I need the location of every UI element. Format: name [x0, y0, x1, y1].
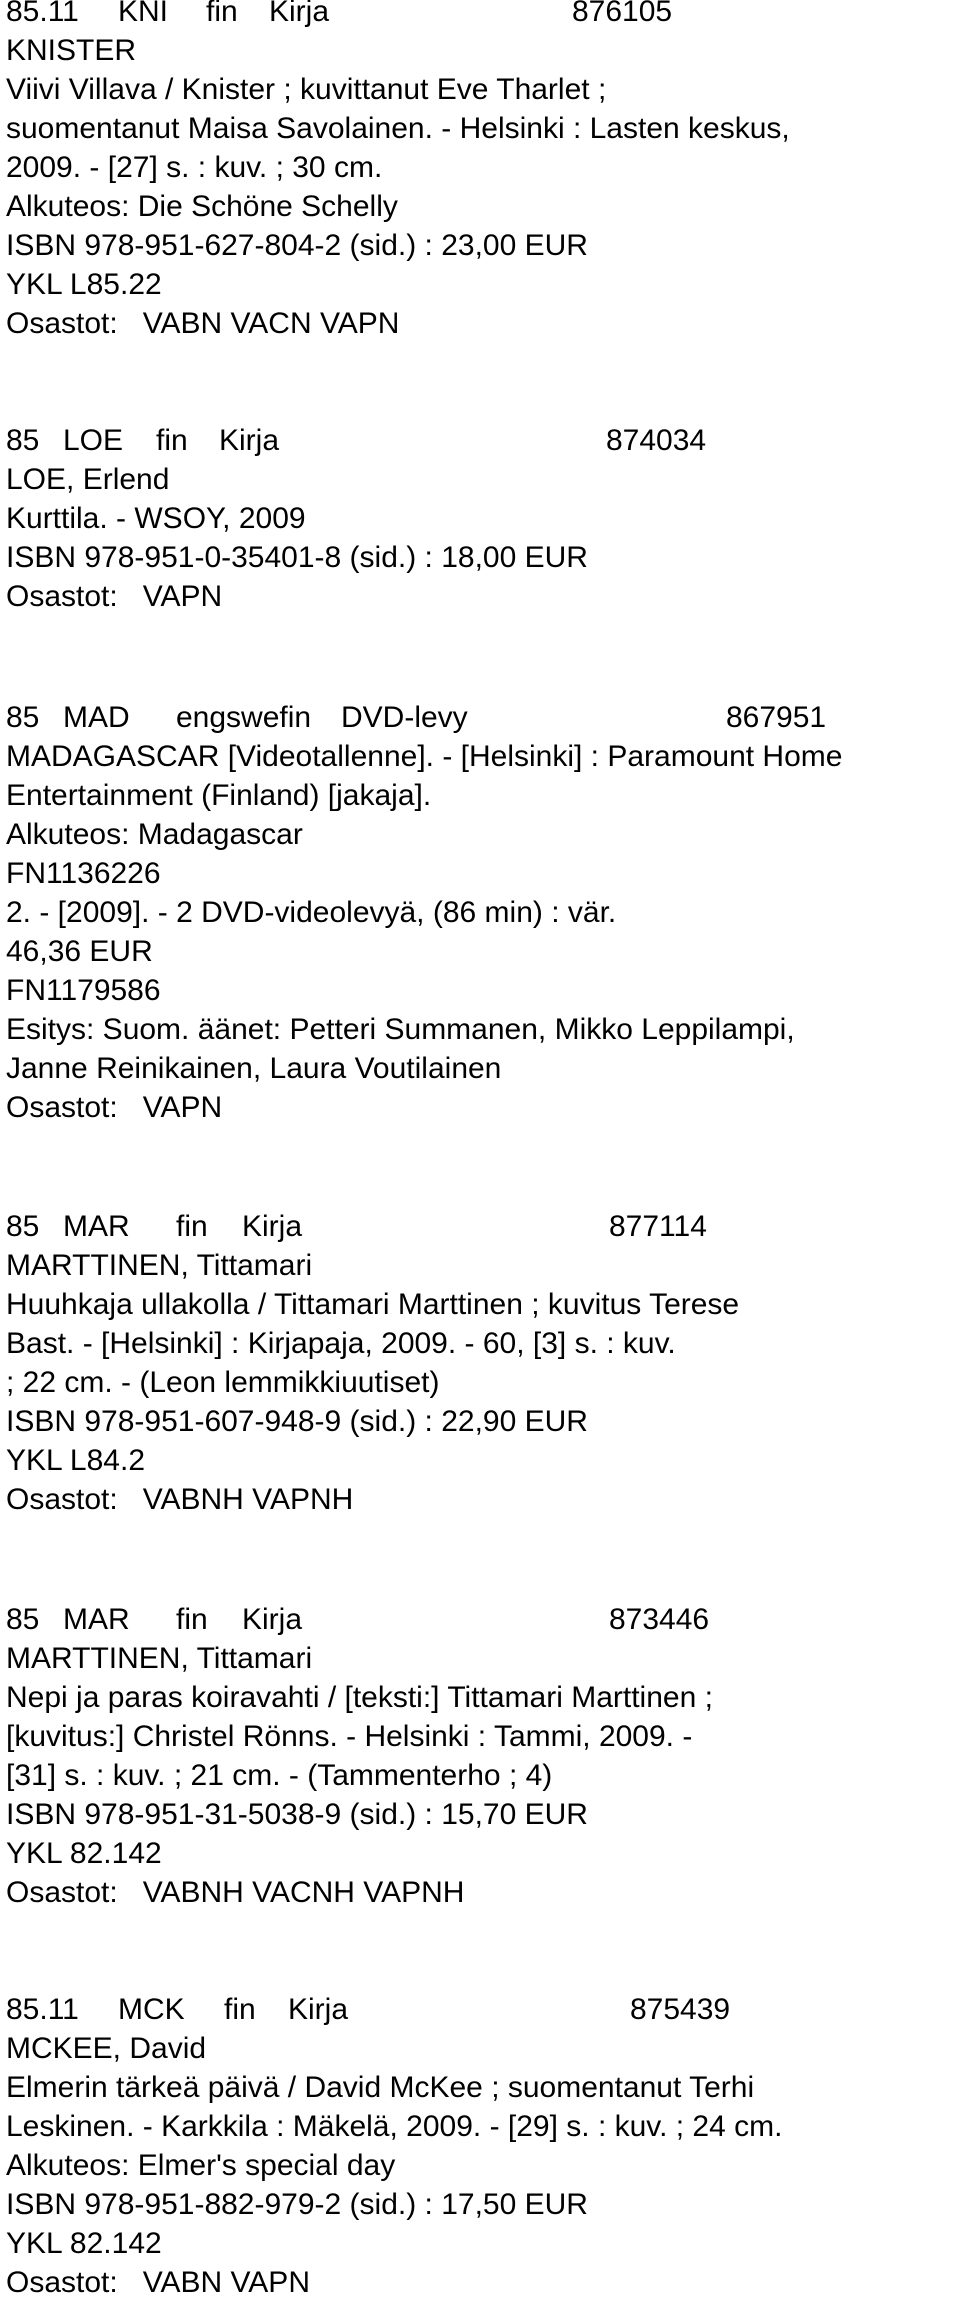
title-line: Nepi ja paras koiravahti / [teksti:] Tittamari Marttinen ; — [6, 1681, 713, 1714]
price-line: 46,36 EUR — [6, 935, 153, 968]
ykl-line: YKL L84.2 — [6, 1444, 145, 1477]
material-type: DVD-levy — [341, 701, 468, 734]
description-line: ; 22 cm. - (Leon lemmikkiuutiset) — [6, 1366, 440, 1399]
description-line: suomentanut Maisa Savolainen. - Helsinki : Lasten keskus, — [6, 112, 790, 145]
title-line: Elmerin tärkeä päivä / David McKee ; suomentanut Terhi — [6, 2071, 755, 2104]
performers-line: Janne Reinikainen, Laura Voutilainen — [6, 1052, 502, 1085]
author-line: MARTTINEN, Tittamari — [6, 1249, 313, 1282]
material-type: Kirja — [242, 1603, 303, 1636]
author-line: KNISTER — [6, 34, 137, 67]
publication-line: Kurttila. - WSOY, 2009 — [6, 502, 306, 535]
record-id: 875439 — [630, 1993, 731, 2026]
description-line: Leskinen. - Karkkila : Mäkelä, 2009. - [29] s. : kuv. ; 24 cm. — [6, 2110, 783, 2143]
shelf-code: KNI — [118, 0, 169, 28]
departments-line: Osastot: VABNH VACNH VAPNH — [6, 1876, 465, 1909]
class-code: 85 — [6, 1210, 40, 1243]
shelf-code: MCK — [118, 1993, 185, 2026]
record-id: 876105 — [572, 0, 673, 28]
author-line: MCKEE, David — [6, 2032, 207, 2065]
shelf-code: MAR — [63, 1210, 130, 1243]
language-code: engswefin — [176, 701, 312, 734]
material-type: Kirja — [242, 1210, 303, 1243]
catalog-record — [6, 1207, 954, 1519]
record-header — [6, 1207, 954, 1246]
departments-line: Osastot: VABN VACN VAPN — [6, 307, 400, 340]
description-line: [31] s. : kuv. ; 21 cm. - (Tammenterho ; 4) — [6, 1759, 553, 1792]
material-type: Kirja — [219, 424, 280, 457]
language-code: fin — [224, 1993, 256, 2026]
ykl-line: YKL 82.142 — [6, 1837, 162, 1870]
isbn-line: ISBN 978-951-0-35401-8 (sid.) : 18,00 EUR — [6, 541, 588, 574]
record-id: 877114 — [609, 1210, 707, 1243]
description-line: 2. - [2009]. - 2 DVD-videolevyä, (86 min) : vär. — [6, 896, 617, 929]
language-code: fin — [156, 424, 188, 457]
record-id: 867951 — [726, 701, 827, 734]
title-line: MADAGASCAR [Videotallenne]. - [Helsinki] : Paramount Home — [6, 740, 843, 773]
departments-line: Osastot: VAPN — [6, 580, 223, 613]
record-id: 873446 — [609, 1603, 710, 1636]
departments-line: Osastot: VABN VAPN — [6, 2266, 310, 2299]
shelf-code: MAD — [63, 701, 130, 734]
isbn-line: ISBN 978-951-607-948-9 (sid.) : 22,90 EUR — [6, 1405, 588, 1438]
isbn-line: ISBN 978-951-627-804-2 (sid.) : 23,00 EUR — [6, 229, 588, 262]
original-title-line: Alkuteos: Die Schöne Schelly — [6, 190, 398, 223]
author-line: LOE, Erlend — [6, 463, 170, 496]
title-line: Viivi Villava / Knister ; kuvittanut Eve Tharlet ; — [6, 73, 607, 106]
material-type: Kirja — [288, 1993, 349, 2026]
shelf-code: MAR — [63, 1603, 130, 1636]
description-line: 2009. - [27] s. : kuv. ; 30 cm. — [6, 151, 383, 184]
fn-code-line: FN1179586 — [6, 974, 161, 1007]
catalog-record — [6, 1990, 954, 2302]
record-header — [6, 1600, 954, 1639]
ykl-line: YKL L85.22 — [6, 268, 162, 301]
fn-code-line: FN1136226 — [6, 857, 161, 890]
class-code: 85 — [6, 701, 40, 734]
record-id: 874034 — [606, 424, 707, 457]
language-code: fin — [176, 1603, 208, 1636]
record-header — [6, 698, 954, 737]
class-code: 85 — [6, 1603, 40, 1636]
author-line: MARTTINEN, Tittamari — [6, 1642, 313, 1675]
record-header — [6, 1990, 954, 2029]
ykl-line: YKL 82.142 — [6, 2227, 162, 2260]
language-code: fin — [176, 1210, 208, 1243]
record-header — [6, 0, 954, 31]
title-line: Huuhkaja ullakolla / Tittamari Marttinen ; kuvitus Terese — [6, 1288, 740, 1321]
language-code: fin — [206, 0, 238, 28]
catalog-record — [6, 1600, 954, 1912]
material-type: Kirja — [269, 0, 330, 28]
original-title-line: Alkuteos: Madagascar — [6, 818, 303, 851]
original-title-line: Alkuteos: Elmer's special day — [6, 2149, 396, 2182]
departments-line: Osastot: VABNH VAPNH — [6, 1483, 354, 1516]
description-line: [kuvitus:] Christel Rönns. - Helsinki : Tammi, 2009. - — [6, 1720, 693, 1753]
departments-line: Osastot: VAPN — [6, 1091, 223, 1124]
isbn-line: ISBN 978-951-882-979-2 (sid.) : 17,50 EUR — [6, 2188, 588, 2221]
shelf-code: LOE — [63, 424, 124, 457]
catalog-record — [6, 698, 954, 1127]
isbn-line: ISBN 978-951-31-5038-9 (sid.) : 15,70 EUR — [6, 1798, 588, 1831]
performers-line: Esitys: Suom. äänet: Petteri Summanen, Mikko Leppilampi, — [6, 1013, 795, 1046]
catalog-record — [6, 421, 954, 616]
class-code: 85 — [6, 424, 40, 457]
class-code: 85.11 — [6, 1993, 79, 2026]
catalog-record — [6, 0, 954, 343]
description-line: Bast. - [Helsinki] : Kirjapaja, 2009. - 60, [3] s. : kuv. — [6, 1327, 676, 1360]
record-header — [6, 421, 954, 460]
class-code: 85.11 — [6, 0, 79, 28]
description-line: Entertainment (Finland) [jakaja]. — [6, 779, 432, 812]
